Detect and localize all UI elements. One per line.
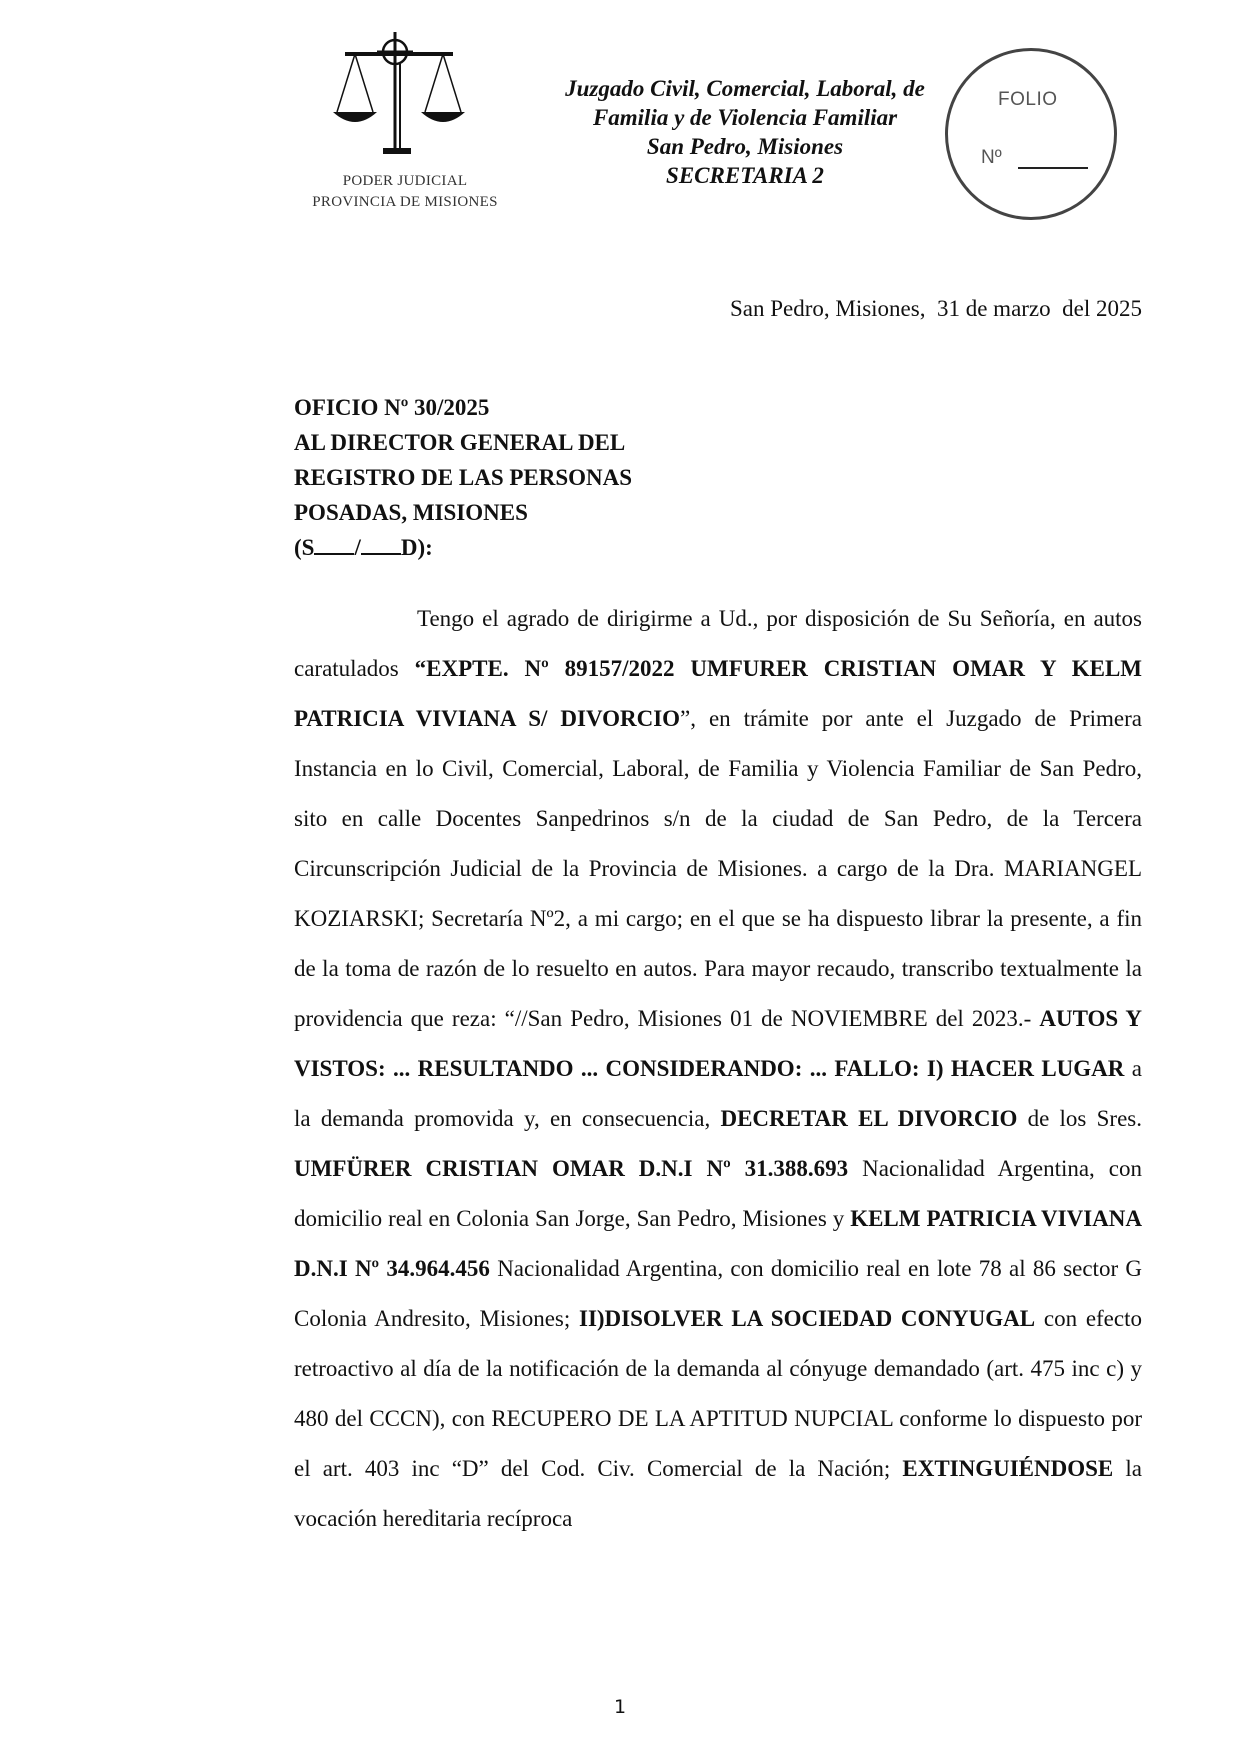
sd-separator: / bbox=[354, 535, 361, 560]
folio-number-blank bbox=[1018, 167, 1088, 169]
decree-divorce: DECRETAR EL DIVORCIO bbox=[720, 1106, 1018, 1131]
party-2: KELM PATRICIA VIVIANA D.N.I Nº 34.964.456 bbox=[294, 1206, 1142, 1281]
extinguishing: EXTINGUIÉNDOSE bbox=[902, 1456, 1114, 1481]
ruling-heading: AUTOS Y VISTOS: ... RESULTANDO ... CONSIDERANDO: ... FALLO: I) HACER LUGAR bbox=[294, 1006, 1142, 1081]
oficio-number: OFICIO Nº 30/2025 bbox=[294, 395, 490, 420]
body-segment-13: con efecto retroactivo al día de la notificación de la demanda al cónyuge demandado (art. 475 inc c) y 480 del CCCN), con RECUPERO DE LA APTITUD NUPCIAL conforme lo dispuesto por el art. 403 inc “D” del Cod. Civ. Comercial de la Nación; bbox=[294, 1306, 1142, 1481]
body-segment-15: la vocación hereditaria recíproca bbox=[294, 1456, 1142, 1531]
logo-text-line-1: PODER JUDICIAL bbox=[342, 173, 468, 189]
case-title: “EXPTE. Nº 89157/2022 UMFURER CRISTIAN OMAR Y KELM PATRICIA VIVIANA S/ DIVORCIO bbox=[294, 656, 1142, 731]
body-segment-7: de los Sres. bbox=[1017, 1106, 1142, 1131]
body-segment-9: Nacionalidad Argentina, con domicilio real en Colonia San Jorge, San Pedro, Misiones y bbox=[294, 1156, 1143, 1231]
sd-line bbox=[294, 530, 632, 565]
scales-of-justice-icon bbox=[333, 28, 473, 178]
folio-number-label: Nº bbox=[981, 147, 1002, 168]
folio-stamp bbox=[945, 48, 1117, 220]
body-paragraph bbox=[294, 594, 1142, 1544]
party-1: UMFÜRER CRISTIAN OMAR D.N.I Nº 31.388.693 bbox=[294, 1156, 849, 1181]
dissolve-society: II)DISOLVER LA SOCIEDAD CONYUGAL bbox=[579, 1306, 1036, 1331]
sd-blank-2 bbox=[361, 535, 401, 555]
addressee-line-2: REGISTRO DE LAS PERSONAS bbox=[294, 465, 633, 490]
folio-label: FOLIO bbox=[998, 89, 1058, 110]
court-line-1: Juzgado Civil, Comercial, Laboral, de bbox=[565, 76, 925, 101]
sd-open: (S bbox=[294, 535, 315, 560]
court-header bbox=[520, 74, 970, 190]
court-line-2: Familia y de Violencia Familiar bbox=[592, 105, 898, 130]
body-segment-1: Tengo el agrado de dirigirme a Ud., por disposición de Su Señoría, en autos caratulados bbox=[294, 606, 1142, 681]
addressee-block bbox=[294, 390, 632, 565]
body-segment-5: a la demanda promovida y, en consecuencia, bbox=[294, 1056, 1142, 1131]
document-date: San Pedro, Misiones, 31 de marzo del 2025 bbox=[729, 296, 1142, 321]
sd-close: D): bbox=[400, 535, 433, 560]
addressee-line-3: POSADAS, MISIONES bbox=[294, 500, 528, 525]
sd-blank-1 bbox=[314, 535, 354, 555]
addressee-line-1: AL DIRECTOR GENERAL DEL bbox=[294, 430, 626, 455]
body-segment-3: ”, en trámite por ante el Juzgado de Primera Instancia en lo Civil, Comercial, Laboral, de Familia y Violencia Familiar de San Pedro, sito en calle Docentes Sanpedrinos s/n de la ciudad de San Pedro, de la Tercera Circunscripción Judicial de la Provincia de Misiones. a cargo de la Dra. MARIANGEL KOZIARSKI; Secretaría Nº2, a mi cargo; en el que se ha dispuesto librar la presente, a fin de la toma de razón de lo resuelto en autos. Para mayor recaudo, transcribo textualmente la providencia que reza: “//San Pedro, Misiones 01 de NOVIEMBRE del 2023.- bbox=[294, 706, 1142, 1031]
page-number: 1 bbox=[613, 1696, 627, 1718]
court-line-3: San Pedro, Misiones bbox=[646, 134, 844, 159]
court-line-4: SECRETARIA 2 bbox=[666, 163, 824, 188]
judicial-logo bbox=[305, 28, 505, 218]
body-segment-11: Nacionalidad Argentina, con domicilio real en lote 78 al 86 sector G Colonia Andresito, Misiones; bbox=[294, 1256, 1142, 1331]
logo-text-line-2: PROVINCIA DE MISIONES bbox=[312, 194, 498, 210]
